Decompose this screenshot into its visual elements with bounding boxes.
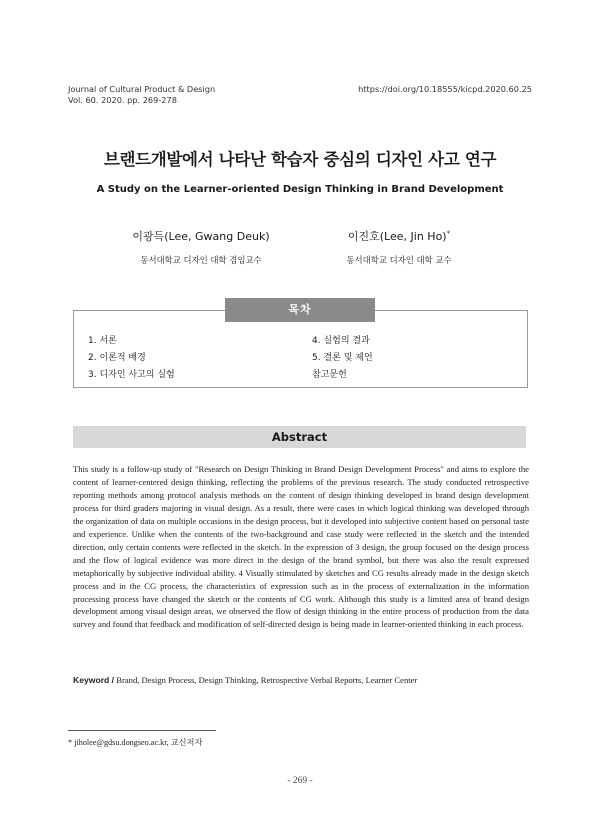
korean-title: 브랜드개발에서 나타난 학습자 중심의 디자인 사고 연구 (103, 150, 497, 169)
toc-column-left (88, 333, 175, 384)
toc-item: 4. 실험의 결과 (312, 336, 370, 346)
author-1-name: 이광득(Lee, Gwang Deuk) (132, 230, 270, 243)
toc-item: 1. 서론 (88, 336, 117, 346)
footnote-divider (68, 730, 216, 731)
english-title: A Study on the Learner-oriented Design Thinking in Brand Development (96, 184, 504, 195)
footnote-text: jiholee@gdsu.dongseo.ac.kr, 교신저자 (74, 738, 203, 747)
corresponding-author-mark: * (446, 229, 451, 238)
toc-item: 3. 디자인 사고의 실험 (88, 370, 175, 380)
toc-item: 2. 이론적 배경 (88, 353, 146, 363)
author-1-affiliation: 동서대학교 디자인 대학 겸임교수 (140, 255, 262, 265)
abstract-heading: Abstract (73, 426, 526, 448)
journal-volume: Vol. 60. 2020. pp. 269-278 (68, 95, 177, 105)
toc-item: 참고문헌 (312, 370, 347, 380)
page-number: - 269 - (287, 776, 313, 786)
toc-item: 5. 결론 및 제언 (312, 353, 373, 363)
author-2-affiliation: 동서대학교 디자인 대학 교수 (346, 255, 452, 265)
journal-info (68, 84, 215, 106)
abstract-body: This study is a follow-up study of "Research on Design Thinking in Brand Design Development Process" and aims to explore the content of learner-centered design thinking, reflecting the problems of the previous research. The study conducted retrospective reporting methods among protocol analysis methods on the content of design thinking developed in brand design development process for third graders majoring in visual design. As a result, there were cases in which logical thinking was developed through the organization of data on multiple occasions in the design process, but it developed into subjective content based on personal taste and experience. Unlike when the contents of the two-background and case study were reflected in the sketch and the intended direction, only certain contents were reflected in the sketch. In the expression of 3 design, the group focused on the design process and the flow of logical evidence was more direct in the design of the brand symbol, but there was also the result expressed metaphorically by subjective individual ability. 4 Visually stimulated by sketches and CG results already made in the design sketch process and in the CG process, the characteristics of expression such as in the process of externalization in the information processing process have changed the sketch or the contents of CG work. Although this study is a limited area of brand design development among visual design areas, we observed the flow of design thinking in the entire process of production from the data survey and found that feedback and modification of self-directed design is being made in learner-oriented thinking in each process. (73, 464, 529, 630)
toc-heading: 목차 (225, 298, 375, 322)
journal-name: Journal of Cultural Product & Design (68, 84, 216, 94)
toc-column-right (312, 333, 373, 384)
keyword-line (73, 675, 529, 685)
keyword-list: Brand, Design Process, Design Thinking, Retrospective Verbal Reports, Learner Center (116, 675, 418, 685)
doi-link[interactable]: https://doi.org/10.18555/kicpd.2020.60.25 (358, 84, 532, 94)
author-2 (274, 228, 524, 266)
footnote (68, 737, 202, 748)
author-2-name: 이진호(Lee, Jin Ho) (347, 230, 447, 243)
keyword-label: Keyword / (73, 675, 115, 685)
footnote-mark: * (68, 738, 73, 747)
